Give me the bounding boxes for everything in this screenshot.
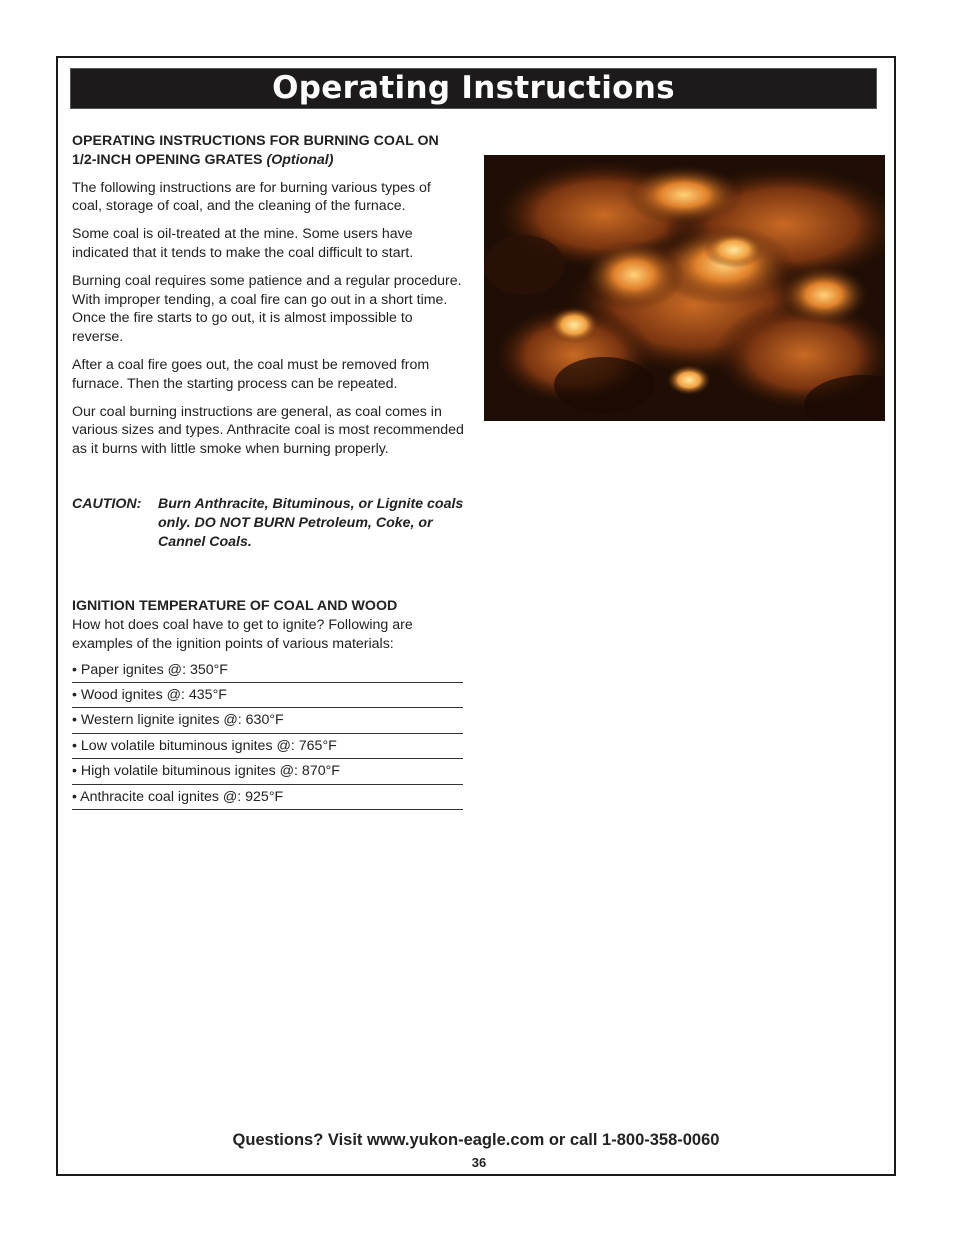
page-title: Operating Instructions xyxy=(272,70,675,106)
paragraph-patience: Burning coal requires some patience and a regular procedure. With improper tending, a coal fire can go out in a short time. Once the fire starts to go out, it is almost impossible to reverse. xyxy=(72,272,462,346)
ignition-heading: IGNITION TEMPERATURE OF COAL AND WOOD xyxy=(72,598,398,615)
ignition-intro: How hot does coal have to get to ignite? Following are examples of the ignition points of various materials: xyxy=(72,617,413,652)
section-heading-text: OPERATING INSTRUCTIONS FOR BURNING COAL ON 1/2-INCH OPENING GRATES xyxy=(72,133,439,168)
list-item: • Western lignite ignites @: 630°F xyxy=(72,708,463,734)
caution-label: CAUTION: xyxy=(72,495,142,512)
list-item: • Wood ignites @: 435°F xyxy=(72,683,463,709)
burning-coal-image xyxy=(484,155,885,421)
caution-note xyxy=(72,495,464,551)
footer-contact: Questions? Visit www.yukon-eagle.com or call 1-800-358-0060 xyxy=(232,1131,720,1149)
paragraph-fire-out: After a coal fire goes out, the coal must be removed from furnace. Then the starting process can be repeated. xyxy=(72,356,430,392)
list-item: • Anthracite coal ignites @: 925°F xyxy=(72,785,463,811)
caution-text: Burn Anthracite, Bituminous, or Lignite coals only. DO NOT BURN Petroleum, Coke, or Cannel Coals. xyxy=(158,495,464,550)
list-item: • Paper ignites @: 350°F xyxy=(72,660,463,683)
ignition-list xyxy=(72,660,463,811)
title-banner xyxy=(70,68,877,109)
list-item: • Low volatile bituminous ignites @: 765°F xyxy=(72,734,463,760)
paragraph-oil-treated: Some coal is oil-treated at the mine. Some users have indicated that it tends to make the coal difficult to start. xyxy=(72,226,414,261)
page-number: 36 xyxy=(471,1155,487,1170)
left-column xyxy=(72,132,464,810)
section-heading-note: (Optional) xyxy=(266,151,334,168)
paragraph-intro: The following instructions are for burning various types of coal, storage of coal, and the cleaning of the furnace. xyxy=(72,179,431,215)
burning-coal-photo xyxy=(484,155,885,421)
paragraph-coal-types: Our coal burning instructions are general, as coal comes in various sizes and types. Anthracite coal is most recommended as it burns with little smoke when burning properly. xyxy=(72,403,464,458)
list-item: • High volatile bituminous ignites @: 870°F xyxy=(72,759,463,785)
section-heading-coal-grates xyxy=(72,132,464,170)
